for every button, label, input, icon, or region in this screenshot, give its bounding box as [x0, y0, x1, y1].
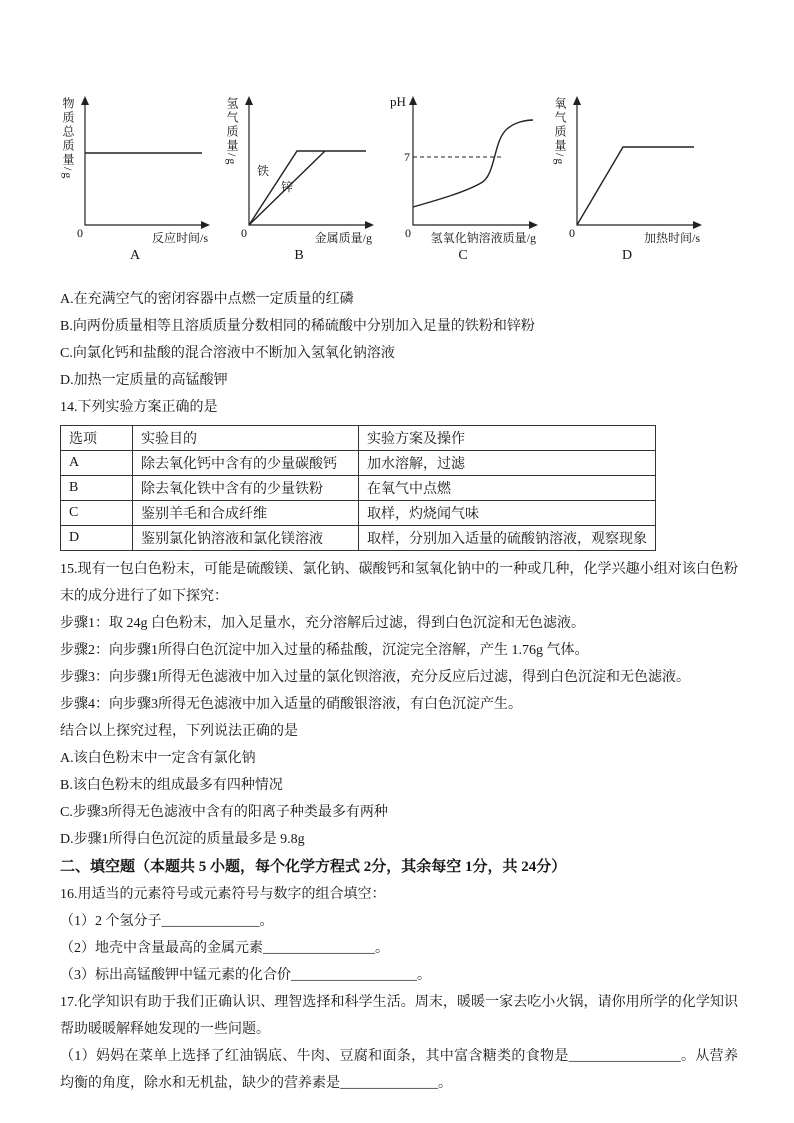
q14-header-operation: 实验方案及操作 [359, 426, 656, 451]
q14-cell: 除去氧化铁中含有的少量铁粉 [133, 476, 359, 501]
q14-cell: C [61, 501, 133, 526]
graph-c [388, 95, 538, 264]
graph-d-curve [577, 147, 694, 225]
q16-item-2: （2）地壳中含量最高的金属元素________________。 [60, 941, 389, 956]
q14-cell: 加水溶解，过滤 [359, 451, 656, 476]
graph-b [224, 95, 374, 264]
q15-option-b: B.该白色粉末的组成最多有四种情况 [60, 778, 283, 793]
q15-option-d: D.步骤1所得白色沉淀的质量最多是 9.8g [60, 832, 305, 847]
graph-d-origin-label: 0 [569, 226, 575, 240]
graph-c-origin-label: 0 [405, 226, 411, 240]
q15-step-3: 步骤3：向步骤1所得无色滤液中加入过量的氯化钡溶液，充分反应后过滤，得到白色沉淀和无色滤液。 [60, 670, 690, 685]
graph-d-axes [577, 103, 695, 225]
graph-a-y-axis-label: 物质总质量/g [61, 97, 75, 181]
q15-option-c: C.步骤3所得无色滤液中含有的阳离子种类最多有两种 [60, 805, 388, 820]
graph-a-plot [75, 95, 211, 243]
q16 [60, 881, 738, 989]
q13-options [60, 286, 738, 394]
q14-table-row-d [61, 526, 656, 551]
graph-a [60, 95, 210, 264]
graph-d-letter: D [621, 248, 633, 263]
q17-item-1: （1）妈妈在菜单上选择了红油锅底、牛肉、豆腐和面条，其中富含糖类的食物是________________。从营养均衡的角度，除水和无机盐，缺少的营养素是______________。 [60, 1049, 738, 1091]
graph-b-zinc-label: 锌 [281, 180, 294, 194]
q13-option-b: B.向两份质量相等且溶质质量分数相同的稀硫酸中分别加入足量的铁粉和锌粉 [60, 319, 535, 334]
graph-c-axes [413, 103, 531, 225]
graph-a-axes [85, 103, 203, 225]
graph-a-origin-label: 0 [77, 226, 83, 240]
q15-option-a: A.该白色粉末中一定含有氯化钠 [60, 751, 256, 766]
graph-b-iron-line [249, 151, 366, 225]
section-2-heading: 二、填空题（本题共 5 小题，每个化学方程式 2分，其余每空 1分，共 24分） [60, 859, 567, 875]
graph-b-iron-label: 铁 [257, 164, 270, 178]
q14-table-header-row [61, 426, 656, 451]
graph-b-origin-label: 0 [241, 226, 247, 240]
q14-table [60, 425, 656, 551]
q14-cell: 鉴别氯化钠溶液和氯化镁溶液 [133, 526, 359, 551]
graph-d-plot [567, 95, 703, 243]
q17-stem: 17.化学知识有助于我们正确认识、理智选择和科学生活。周末，暖暖一家去吃小火锅，请你用所学的化学知识帮助暖暖解释她发现的一些问题。 [60, 995, 738, 1037]
q16-item-1: （1）2 个氢分子______________。 [60, 914, 274, 929]
graph-c-ph7-tick: 7 [404, 150, 410, 164]
graph-a-x-axis-label: 反应时间/s [151, 231, 208, 245]
q14-header-option: 选项 [61, 426, 133, 451]
q14-cell: 在氧气中点燃 [359, 476, 656, 501]
q15-step-2: 步骤2：向步骤1所得白色沉淀中加入过量的稀盐酸，沉淀完全溶解，产生 1.76g 气体。 [60, 643, 589, 658]
graph-d-x-axis-label: 加热时间/s [643, 231, 700, 245]
q14-cell: 鉴别羊毛和合成纤维 [133, 501, 359, 526]
q14-cell: 除去氧化钙中含有的少量碳酸钙 [133, 451, 359, 476]
graph-a-letter: A [129, 248, 141, 263]
q14-table-row-c [61, 501, 656, 526]
q15-step-4: 步骤4：向步骤3所得无色滤液中加入适量的硝酸银溶液，有白色沉淀产生。 [60, 697, 522, 712]
q15-step-1: 步骤1：取 24g 白色粉末，加入足量水，充分溶解后过滤，得到白色沉淀和无色滤液。 [60, 616, 585, 631]
q14-stem: 14.下列实验方案正确的是 [60, 400, 218, 415]
q14-cell: A [61, 451, 133, 476]
graph-c-titration-curve [413, 120, 533, 207]
graph-c-y-axis-label: pH [390, 94, 406, 109]
q14-table-row-a [61, 451, 656, 476]
q16-stem: 16.用适当的元素符号或元素符号与数字的组合填空： [60, 887, 386, 902]
answer-graphs [60, 95, 738, 264]
graph-c-x-axis-label: 氢氧化钠溶液质量/g [430, 231, 536, 245]
q14-table-row-b [61, 476, 656, 501]
q13-option-c: C.向氯化钙和盐酸的混合溶液中不断加入氢氧化钠溶液 [60, 346, 395, 361]
graph-b-letter: B [294, 248, 304, 263]
q15-stem: 15.现有一包白色粉末，可能是硫酸镁、氯化钠、碳酸钙和氢氧化钠中的一种或几种，化学兴趣小组对该白色粉末的成分进行了如下探究： [60, 562, 738, 604]
graph-d-y-axis-label: 氧气质量/g [553, 97, 567, 167]
graph-b-x-axis-label: 金属质量/g [314, 231, 372, 245]
q14-header-purpose: 实验目的 [133, 426, 359, 451]
q17 [60, 989, 738, 1097]
graph-c-plot [403, 95, 539, 243]
q14-cell: D [61, 526, 133, 551]
q16-item-3: （3）标出高锰酸钾中锰元素的化合价__________________。 [60, 968, 431, 983]
graph-b-y-axis-label: 氢气质量/g [225, 97, 239, 167]
q15 [60, 556, 738, 853]
q13-option-a: A.在充满空气的密闭容器中点燃一定质量的红磷 [60, 292, 354, 307]
graph-b-plot [239, 95, 375, 243]
q15-conclusion: 结合以上探究过程，下列说法正确的是 [60, 724, 298, 739]
graph-d [552, 95, 702, 264]
q14-cell: 取样，灼烧闻气味 [359, 501, 656, 526]
q14-cell: B [61, 476, 133, 501]
q14-cell: 取样，分别加入适量的硫酸钠溶液，观察现象 [359, 526, 656, 551]
graph-c-letter: C [458, 248, 468, 263]
q13-option-d: D.加热一定质量的高锰酸钾 [60, 373, 228, 388]
